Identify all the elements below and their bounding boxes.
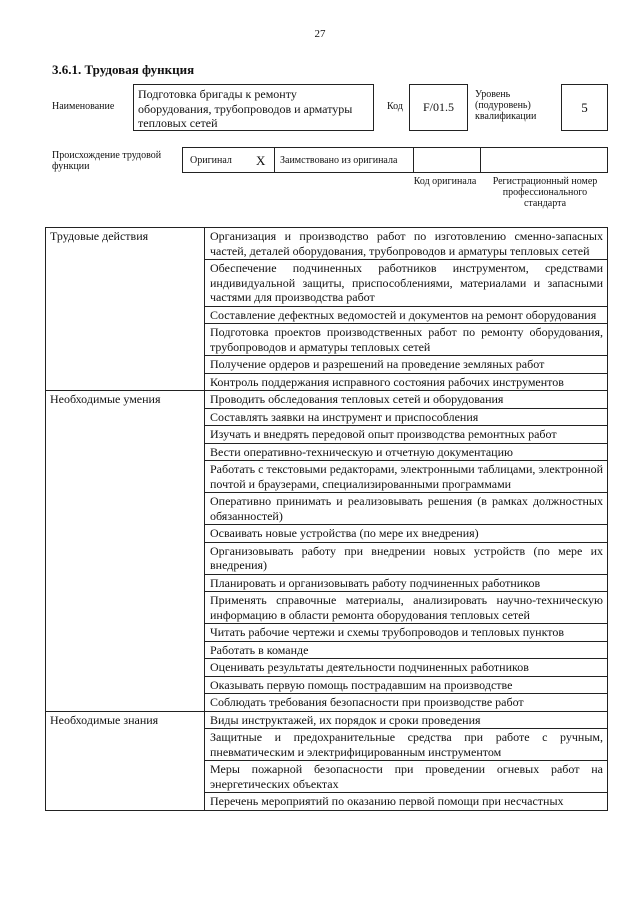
table-cell: Подготовка проектов производственных работ по ремонту оборудования, трубопроводов и арматуры тепловых сетей	[205, 324, 608, 356]
table-cell: Составление дефектных ведомостей и документов на ремонт оборудования	[205, 306, 608, 324]
section-title: Необходимые знания	[46, 711, 205, 810]
table-cell: Оказывать первую помощь пострадавшим на производстве	[205, 676, 608, 694]
table-cell: Перечень мероприятий по оказанию первой помощи при несчастных	[205, 793, 608, 811]
table-row	[46, 228, 608, 260]
reg-caption: Регистрационный номер профессионального стандарта	[492, 176, 598, 209]
table-cell: Меры пожарной безопасности при проведении огневых работ на энергетических объектах	[205, 761, 608, 793]
origin-divider-3	[480, 148, 481, 172]
level-value-cell	[561, 84, 608, 131]
code-label: Код	[387, 101, 403, 112]
name-value-cell	[133, 84, 374, 131]
table-cell: Осваивать новые устройства (по мере их внедрения)	[205, 525, 608, 543]
origin-row	[182, 147, 608, 173]
function-table	[45, 227, 608, 811]
table-cell: Оперативно принимать и реализовывать решения (в рамках должностных обязанностей)	[205, 493, 608, 525]
table-cell: Обеспечение подчиненных работников инструментом, средствами индивидуальной защиты, приспособлениями, материалами и запасными частями для производства работ	[205, 260, 608, 307]
table-cell: Работать в команде	[205, 641, 608, 659]
origin-label: Происхождение трудовой функции	[52, 150, 162, 172]
borrowed-label: Заимствовано из оригинала	[280, 155, 398, 166]
original-label: Оригинал	[190, 155, 232, 166]
original-mark: X	[256, 153, 266, 168]
level-value: 5	[581, 99, 588, 115]
page-number: 27	[314, 28, 326, 40]
table-cell: Защитные и предохранительные средства при работе с ручным, пневматическим и электрифицированным инструментом	[205, 729, 608, 761]
origin-divider-2	[413, 148, 414, 172]
name-label: Наименование	[52, 101, 115, 112]
name-value: Подготовка бригады к ремонту оборудования, трубопроводов и арматуры тепловых сетей	[138, 87, 353, 130]
table-row	[46, 711, 608, 729]
origin-divider-1	[274, 148, 275, 172]
table-cell: Контроль поддержания исправного состояния рабочих инструментов	[205, 373, 608, 391]
table-cell: Вести оперативно-техническую и отчетную документацию	[205, 443, 608, 461]
table-cell: Организовывать работу при внедрении новых устройств (по мере их внедрения)	[205, 542, 608, 574]
table-cell: Работать с текстовыми редакторами, электронными таблицами, электронной почтой и браузерами, специализированными программами	[205, 461, 608, 493]
code-caption: Код оригинала	[413, 176, 477, 187]
table-cell: Проводить обследования тепловых сетей и оборудования	[205, 391, 608, 409]
table-cell: Изучать и внедрять передовой опыт производства ремонтных работ	[205, 426, 608, 444]
table-cell: Оценивать результаты деятельности подчиненных работников	[205, 659, 608, 677]
table-row	[46, 391, 608, 409]
table-cell: Составлять заявки на инструмент и приспособления	[205, 408, 608, 426]
section-title: Трудовые действия	[46, 228, 205, 391]
code-value-cell	[409, 84, 468, 131]
section-heading: 3.6.1. Трудовая функция	[52, 62, 195, 77]
table-cell: Применять справочные материалы, анализировать научно-техническую информацию в области ремонта оборудования тепловых сетей	[205, 592, 608, 624]
level-label: Уровень (подуровень) квалификации	[475, 89, 537, 122]
table-cell: Получение ордеров и разрешений на проведение земляных работ	[205, 356, 608, 374]
table-cell: Планировать и организовывать работу подчиненных работников	[205, 574, 608, 592]
table-cell: Соблюдать требования безопасности при производстве работ	[205, 694, 608, 712]
code-value: F/01.5	[422, 100, 454, 114]
table-cell: Организация и производство работ по изготовлению сменно-запасных частей, деталей оборудования, трубопроводов и арматуры тепловых сетей	[205, 228, 608, 260]
table-cell: Виды инструктажей, их порядок и сроки проведения	[205, 711, 608, 729]
table-cell: Читать рабочие чертежи и схемы трубопроводов и тепловых пунктов	[205, 624, 608, 642]
section-title: Необходимые умения	[46, 391, 205, 712]
